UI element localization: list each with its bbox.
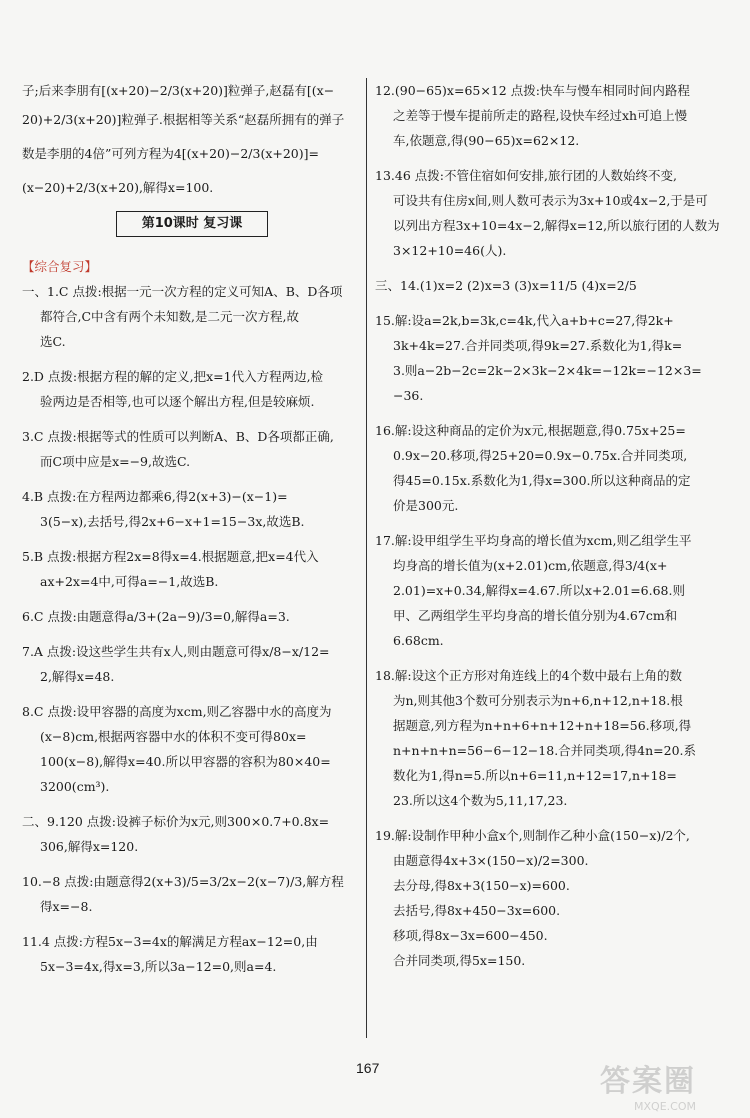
answer-line: 3×12+10=46(人). — [393, 243, 507, 258]
answer-line: 15.解:设a=2k,b=3k,c=4k,代入a+b+c=27,得2k+ — [375, 313, 674, 328]
answer-line: 306,解得x=120. — [40, 839, 139, 854]
answer-line: 17.解:设甲组学生平均身高的增长值为xcm,则乙组学生平 — [375, 533, 692, 548]
answer-list-left — [22, 279, 362, 979]
answer-line: 去括号,得8x+450−3x=600. — [393, 903, 561, 918]
answer-line: 19.解:设制作甲种小盒x个,则制作乙种小盒(150−x)/2个, — [375, 828, 690, 843]
answer-item — [22, 364, 362, 414]
lesson-title: 第10课时 复习课 — [116, 211, 268, 237]
answer-line: (x−8)cm,根据两容器中水的体积不变可得80x= — [40, 729, 307, 744]
answer-item — [375, 823, 720, 973]
answer-line: 三、14.(1)x=2 (2)x=3 (3)x=11/5 (4)x=2/5 — [375, 278, 637, 293]
answer-line: 均身高的增长值为(x+2.01)cm,依题意,得3/4(x+ — [393, 558, 668, 573]
answer-line: 一、1.C 点拨:根据一元一次方程的定义可知A、B、D各项 — [22, 284, 343, 299]
answer-line: 数化为1,得n=5.所以n+6=11,n+12=17,n+18= — [393, 768, 677, 783]
answer-line: 得x=−8. — [40, 899, 93, 914]
answer-item — [375, 663, 720, 813]
answer-line: 3.C 点拨:根据等式的性质可以判断A、B、D各项都正确, — [22, 429, 334, 444]
answer-line: 3(5−x),去括号,得2x+6−x+1=15−3x,故选B. — [40, 514, 305, 529]
answer-item — [22, 639, 362, 689]
answer-line: 16.解:设这种商品的定价为x元,根据题意,得0.75x+25= — [375, 423, 686, 438]
answer-line: 价是300元. — [393, 498, 459, 513]
answer-line: 3.则a−2b−2c=2k−2×3k−2×4k=−12k=−12×3= — [393, 363, 702, 378]
answer-line: 二、9.120 点拨:设裤子标价为x元,则300×0.7+0.8x= — [22, 814, 330, 829]
answer-item — [22, 424, 362, 474]
watermark-main: 答案圈 — [600, 1064, 696, 1099]
answer-item — [22, 484, 362, 534]
answer-line: 以列出方程3x+10=4x−2,解得x=12,所以旅行团的人数为 — [393, 218, 720, 233]
answer-line: 移项,得8x−3x=600−450. — [393, 928, 548, 943]
answer-item — [22, 809, 362, 859]
text-line: (x−20)+2/3(x+20),解得x=100. — [22, 180, 214, 195]
answer-line: 据题意,列方程为n+n+6+n+12+n+18=56.移项,得 — [393, 718, 692, 733]
answer-item — [375, 163, 720, 263]
answer-line: 可设共有住房x间,则人数可表示为3x+10或4x−2,于是可 — [393, 193, 708, 208]
answer-line: −36. — [393, 388, 424, 403]
answer-line: n+n+n+n=56−6−12−18.合并同类项,得4n=20.系 — [393, 743, 696, 758]
answer-line: 6.C 点拨:由题意得a/3+(2a−9)/3=0,解得a=3. — [22, 609, 290, 624]
answer-line: 5.B 点拨:根据方程2x=8得x=4.根据题意,把x=4代入 — [22, 549, 319, 564]
answer-line: 12.(90−65)x=65×12 点拨:快车与慢车相同时间内路程 — [375, 83, 690, 98]
answer-line: 4.B 点拨:在方程两边都乘6,得2(x+3)−(x−1)= — [22, 489, 288, 504]
answer-line: 为n,则其他3个数可分别表示为n+6,n+12,n+18.根 — [393, 693, 683, 708]
answer-line: 之差等于慢车提前所走的路程,设快车经过xh可追上慢 — [393, 108, 688, 123]
left-column — [22, 78, 362, 979]
watermark-logo — [600, 1056, 730, 1114]
answer-line: 车,依题意,得(90−65)x=62×12. — [393, 133, 580, 148]
answer-line: ax+2x=4中,可得a=−1,故选B. — [40, 574, 219, 589]
answer-line: 6.68cm. — [393, 633, 444, 648]
answer-line: 都符合,C中含有两个未知数,是二元一次方程,故 — [40, 309, 299, 324]
answer-line: 100(x−8),解得x=40.所以甲容器的容积为80×40= — [40, 754, 331, 769]
answer-item — [22, 604, 362, 629]
answer-item — [22, 869, 362, 919]
text-line: 20)+2/3(x+20)]粒弹子.根据相等关系“赵磊所拥有的弹子 — [22, 112, 345, 127]
right-column — [375, 78, 720, 973]
answer-item — [375, 273, 720, 298]
answer-line: 23.所以这4个数为5,11,17,23. — [393, 793, 568, 808]
answer-line: 甲、乙两组学生平均身高的增长值分别为4.67cm和 — [393, 608, 678, 623]
answer-list-right — [375, 78, 720, 973]
answer-line: 11.4 点拨:方程5x−3=4x的解满足方程ax−12=0,由 — [22, 934, 318, 949]
answer-line: 7.A 点拨:设这些学生共有x人,则由题意可得x/8−x/12= — [22, 644, 330, 659]
answer-line: 去分母,得8x+3(150−x)=600. — [393, 878, 570, 893]
answer-item — [375, 418, 720, 518]
answer-item — [375, 308, 720, 408]
answer-line: 选C. — [40, 334, 66, 349]
answer-line: 合并同类项,得5x=150. — [393, 953, 526, 968]
answer-item — [22, 929, 362, 979]
answer-line: 10.−8 点拨:由题意得2(x+3)/5=3/2x−2(x−7)/3,解方程 — [22, 874, 344, 889]
section-heading: 【综合复习】 — [22, 259, 98, 274]
column-divider — [366, 78, 367, 1038]
watermark-sub: MXQE.COM — [634, 1100, 696, 1113]
answer-line: 验两边是否相等,也可以逐个解出方程,但是较麻烦. — [40, 394, 315, 409]
answer-line: 5x−3=4x,得x=3,所以3a−12=0,则a=4. — [40, 959, 277, 974]
text-line: 数是李朋的4倍”可列方程为4[(x+20)−2/3(x+20)]= — [22, 146, 319, 161]
answer-line: 2.D 点拨:根据方程的解的定义,把x=1代入方程两边,检 — [22, 369, 324, 384]
answer-line: 3200(cm³). — [40, 779, 110, 794]
answer-line: 18.解:设这个正方形对角连线上的4个数中最右上角的数 — [375, 668, 683, 683]
answer-item — [22, 279, 362, 354]
text-line: 子;后来李朋有[(x+20)−2/3(x+20)]粒弹子,赵磊有[(x− — [22, 83, 335, 98]
answer-line: 2,解得x=48. — [40, 669, 115, 684]
answer-line: 8.C 点拨:设甲容器的高度为xcm,则乙容器中水的高度为 — [22, 704, 332, 719]
answer-line: 3k+4k=27.合并同类项,得9k=27.系数化为1,得k= — [393, 338, 683, 353]
answer-line: 得45=0.15x.系数化为1,得x=300.所以这种商品的定 — [393, 473, 691, 488]
answer-item — [375, 78, 720, 153]
answer-line: 0.9x−20.移项,得25+20=0.9x−0.75x.合并同类项, — [393, 448, 688, 463]
answer-item — [22, 544, 362, 594]
answer-line: 13.46 点拨:不管住宿如何安排,旅行团的人数始终不变, — [375, 168, 677, 183]
answer-line: 2.01)=x+0.34,解得x=4.67.所以x+2.01=6.68.则 — [393, 583, 685, 598]
answer-line: 由题意得4x+3×(150−x)/2=300. — [393, 853, 589, 868]
answer-item — [22, 699, 362, 799]
page-number: 167 — [356, 1060, 380, 1076]
answer-line: 而C项中应是x=−9,故选C. — [40, 454, 191, 469]
answer-item — [375, 528, 720, 653]
